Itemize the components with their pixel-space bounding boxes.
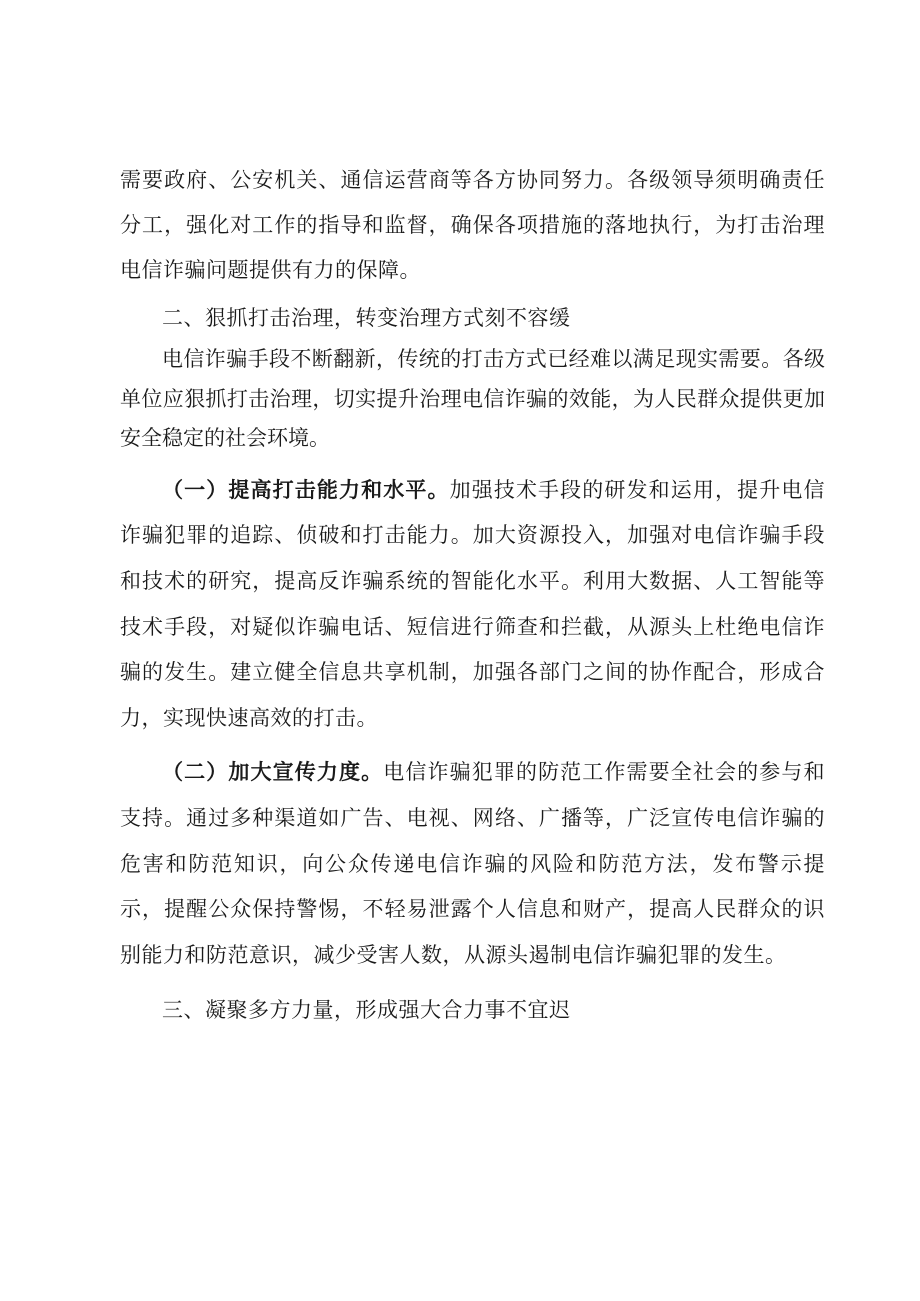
intro-paragraph: 需要政府、公安机关、通信运营商等各方协同努力。各级领导须明确责任分工，强化对工作的指导和监督，确保各项措施的落地执行，为打击治理电信诈骗问题提供有力的保障。	[120, 168, 825, 282]
item-2-title: （二）加大宣传力度。	[162, 759, 384, 785]
section-2-body: 电信诈骗手段不断翻新，传统的打击方式已经难以满足现实需要。各级单位应狠抓打击治理，切实提升治理电信诈骗的效能，为人民群众提供更加安全稳定的社会环境。	[120, 347, 825, 451]
section-2-heading: 二、狠抓打击治理，转变治理方式刻不容缓	[162, 306, 571, 331]
item-1-paragraph	[120, 467, 825, 742]
document-page	[120, 158, 825, 1032]
item-2-paragraph	[120, 749, 825, 978]
item-1-body: 加强技术手段的研发和运用，提升电信诈骗犯罪的追踪、侦破和打击能力。加大资源投入，加强对电信诈骗手段和技术的研究，提高反诈骗系统的智能化水平。利用大数据、人工智能等技术手段，对疑似诈骗电话、短信进行筛查和拦截，从源头上杜绝电信诈骗的发生。建立健全信息共享机制，加强各部门之间的协作配合，形成合力，实现快速高效的打击。	[120, 477, 826, 730]
item-2-body: 电信诈骗犯罪的防范工作需要全社会的参与和支持。通过多种渠道如广告、电视、网络、广播等，广泛宣传电信诈骗的危害和防范知识，向公众传递电信诈骗的风险和防范方法，发布警示提示，提醒公众保持警惕，不轻易泄露个人信息和财产，提高人民群众的识别能力和防范意识，减少受害人数，从源头遏制电信诈骗犯罪的发生。	[120, 760, 826, 967]
section-3-heading: 三、凝聚多方力量，形成强大合力事不宜迟	[162, 998, 571, 1023]
item-1-title: （一）提高打击能力和水平。	[162, 476, 450, 502]
